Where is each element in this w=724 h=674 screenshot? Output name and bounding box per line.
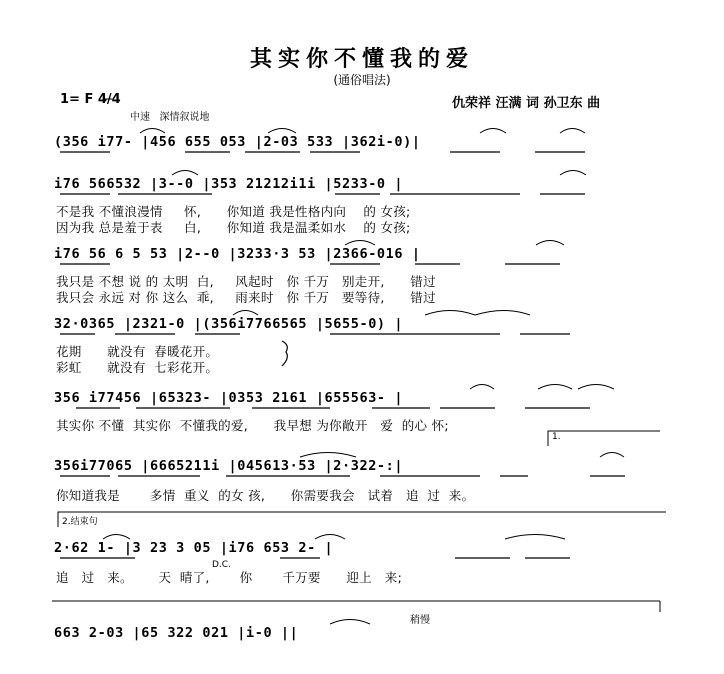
lyric-line-3b: 我只会 永远 对 你 这么 乖, 雨来时 你 千万 要等待, 错过	[56, 290, 436, 305]
lyric-line-7: 追 过 来。 天 晴了, 你 千万要 迎上 来;	[56, 570, 403, 585]
volta-2-label: 2.结束句	[62, 517, 98, 527]
lyric-line-2b: 因为我 总是羞于表 白, 你知道 我是温柔如水 的 女孩;	[56, 220, 411, 235]
lyric-line-4b: 彩虹 就没有 七彩花开。	[56, 360, 219, 375]
notation-line-7: 2·62 1- |3 23 3 05 |i76 653 2- |	[54, 540, 334, 556]
lyric-line-2a: 不是我 不懂浪漫情 怀, 你知道 我是性格内向 的 女孩;	[56, 204, 411, 219]
volta-1-label: 1.	[552, 432, 561, 442]
notation-line-6: 356i77065 |6665211i |045613·53 |2·322-:|	[54, 458, 404, 474]
notation-line-2: i76 566532 |3--0 |353 21212i1i |5233-0 |	[54, 176, 404, 192]
song-title: 其实你不懂我的爱	[249, 47, 474, 72]
song-subtitle: (通俗唱法)	[333, 73, 391, 87]
lyric-line-3a: 我只是 不想 说 的 太明 白, 风起时 你 千万 别走开, 错过	[56, 274, 436, 289]
song-credits: 仇荣祥 汪满 词 孙卫东 曲	[452, 96, 601, 111]
lyric-line-6: 你知道我是 多情 重义 的女 孩, 你需要我会 试着 追 过 来。	[56, 488, 475, 503]
tempo-marking: 中速 深情叙说地	[130, 112, 210, 123]
notation-line-5: 356 i77456 |65323- |0353 2161 |655563- |	[54, 390, 404, 406]
dc-marking: D.C.	[212, 560, 231, 570]
notation-line-1: (356 i77- |456 655 053 |2-03 533 |362i-0)|	[54, 134, 421, 150]
notation-line-8: 663 2-03 |65 322 021 |i-0 ||	[54, 625, 299, 641]
lyric-line-4a: 花期 就没有 春暖花开。	[56, 344, 219, 359]
key-signature: 1= F 4/4	[60, 92, 121, 107]
volta-brackets	[58, 431, 666, 527]
tempo-slower: 稍慢	[410, 615, 430, 626]
lyric-line-5: 其实你 不懂 其实你 不懂我的爱, 我早想 为你敞开 爱 的心 怀;	[56, 418, 449, 433]
slur-arcs	[103, 129, 624, 625]
notation-line-4: 32·0365 |2321-0 |(356i7766565 |5655-0) |	[54, 316, 404, 332]
notation-line-3: i76 56 6 5 53 |2--0 |3233·3 53 |2366-016 |	[54, 246, 421, 262]
verse-brace	[282, 341, 287, 366]
beam-underlines	[60, 152, 625, 558]
